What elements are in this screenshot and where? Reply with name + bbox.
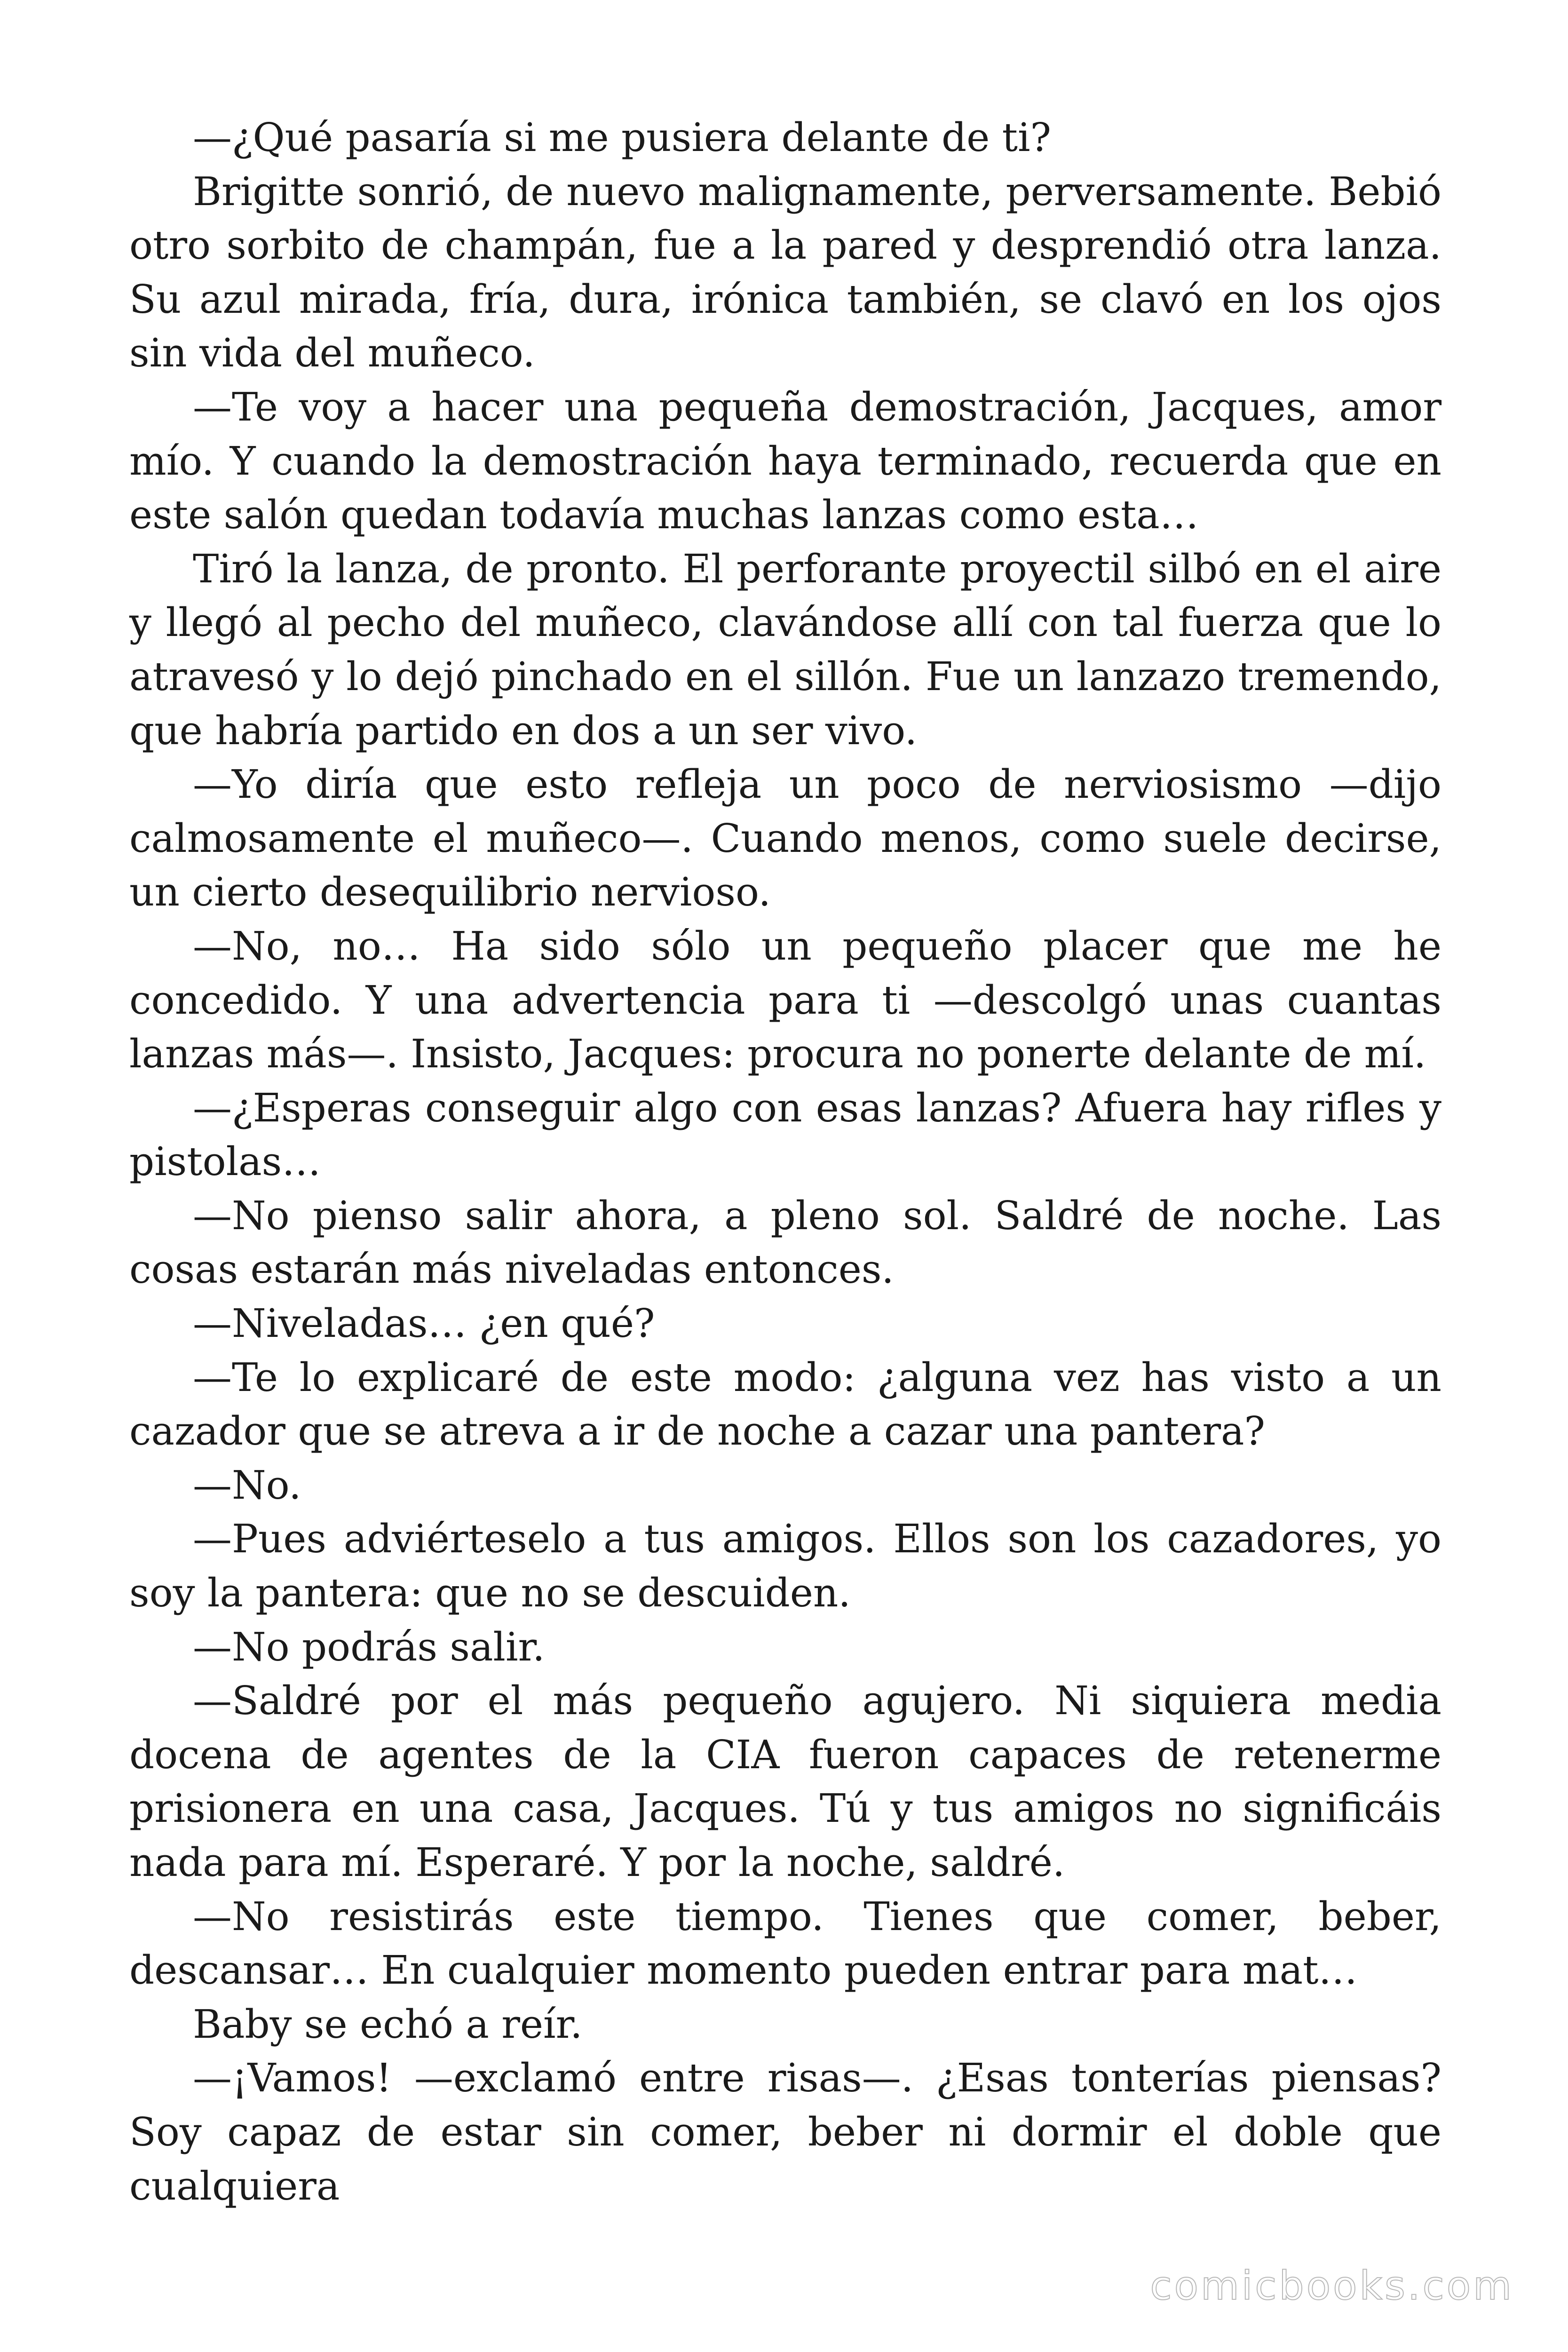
paragraph: —No podrás salir.: [193, 1624, 545, 1670]
paragraph: Tiró la lanza, de pronto. El perforante proyectil silbó en el aire y llegó al pecho del muñeco, clavándose allí con tal fuerza que lo atravesó y lo dejó pinchado en el sillón. Fue un lanzazo tremendo, que habría partido en dos a un ser vivo.: [129, 546, 1441, 754]
paragraph: —Pues adviérteselo a tus amigos. Ellos son los cazadores, yo soy la pantera: que no se descuiden.: [129, 1516, 1441, 1616]
paragraph: —No resistirás este tiempo. Tienes que comer, beber, descansar… En cualquier momento pueden entrar para mat…: [129, 1893, 1441, 1994]
page-text-body: [129, 111, 1441, 2213]
paragraph: —No, no… Ha sido sólo un pequeño placer que me he concedido. Y una advertencia para ti —descolgó unas cuantas lanzas más—. Insisto, Jacques: procura no ponerte delante de mí.: [129, 923, 1441, 1077]
paragraph: —¿Esperas conseguir algo con esas lanzas? Afuera hay rifles y pistolas…: [129, 1085, 1441, 1185]
paragraph: —Te voy a hacer una pequeña demostración, Jacques, amor mío. Y cuando la demostración haya terminado, recuerda que en este salón quedan todavía muchas lanzas como esta…: [129, 384, 1441, 538]
paragraph: —Te lo explicaré de este modo: ¿alguna vez has visto a un cazador que se atreva a ir de noche a cazar una pantera?: [129, 1354, 1441, 1454]
paragraph: —Yo diría que esto refleja un poco de nerviosismo —dijo calmosamente el muñeco—. Cuando menos, como suele decirse, un cierto desequilibrio nervioso.: [129, 762, 1441, 915]
paragraph: —¡Vamos! —exclamó entre risas—. ¿Esas tonterías piensas? Soy capaz de estar sin comer, beber ni dormir el doble que cualquiera: [129, 2055, 1441, 2209]
paragraph: Brigitte sonrió, de nuevo malignamente, perversamente. Bebió otro sorbito de champán, fue a la pared y desprendió otra lanza. Su azul mirada, fría, dura, irónica también, se clavó en los ojos sin vida del muñeco.: [129, 168, 1441, 376]
watermark: comicbooks.com: [1150, 2263, 1514, 2309]
paragraph: —¿Qué pasaría si me pusiera delante de ti?: [193, 115, 1052, 160]
paragraph: —Saldré por el más pequeño agujero. Ni siquiera media docena de agentes de la CIA fueron capaces de retenerme prisionera en una casa, Jacques. Tú y tus amigos no significáis nada para mí. Esperaré. Y por la noche, saldré.: [129, 1678, 1441, 1885]
paragraph: —No.: [193, 1462, 301, 1508]
paragraph: Baby se echó a reír.: [193, 2001, 583, 2047]
paragraph: —No pienso salir ahora, a pleno sol. Saldré de noche. Las cosas estarán más niveladas entonces.: [129, 1192, 1441, 1293]
paragraph: —Niveladas… ¿en qué?: [193, 1301, 655, 1347]
